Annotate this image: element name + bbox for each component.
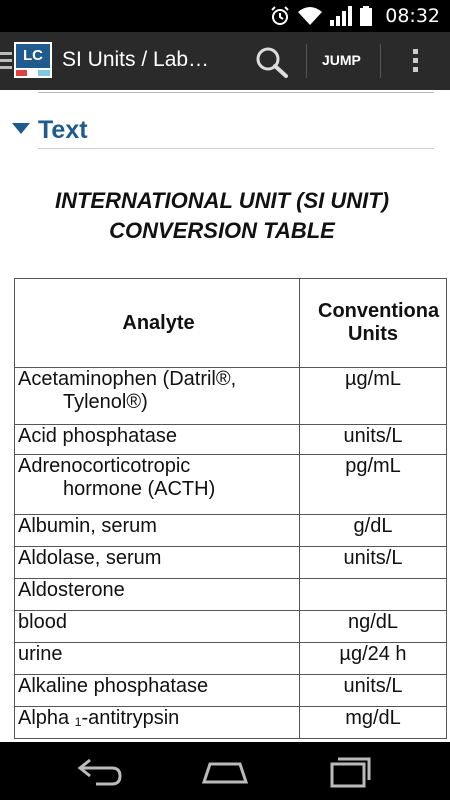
action-bar xyxy=(0,32,450,90)
home-icon[interactable] xyxy=(200,754,250,788)
app-title: SI Units / Lab… xyxy=(62,48,210,71)
drawer-icon[interactable] xyxy=(0,52,12,72)
units-cell: µg/24 h xyxy=(300,643,447,675)
analyte-cell: Aldosterone xyxy=(15,579,300,611)
table-row xyxy=(15,515,447,547)
document-title xyxy=(0,186,444,246)
alarm-icon xyxy=(270,6,290,26)
header-units xyxy=(300,279,447,368)
units-cell: ng/dL xyxy=(300,611,447,643)
actionbar-divider xyxy=(380,44,381,78)
units-cell: µg/mL xyxy=(300,368,447,425)
units-cell: pg/mL xyxy=(300,455,447,515)
status-icons xyxy=(270,6,372,26)
search-icon[interactable] xyxy=(254,46,290,78)
units-cell: g/dL xyxy=(300,515,447,547)
actionbar-divider xyxy=(306,44,307,78)
analyte-name-cont: hormone (ACTH) xyxy=(63,478,216,500)
wifi-icon xyxy=(298,6,322,26)
recent-apps-icon[interactable] xyxy=(328,754,372,788)
overflow-menu-icon[interactable] xyxy=(408,46,422,76)
table-row xyxy=(15,643,447,675)
table-row xyxy=(15,675,447,707)
document-title-line: CONVERSION TABLE xyxy=(109,218,335,243)
app-logo-text: LC xyxy=(16,44,50,68)
analyte-cell xyxy=(15,455,300,515)
app-logo[interactable] xyxy=(14,42,52,78)
document-title-line: INTERNATIONAL UNIT (SI UNIT) xyxy=(54,188,390,213)
units-cell: units/L xyxy=(300,547,447,579)
table-row xyxy=(15,579,447,611)
analyte-cell xyxy=(15,368,300,425)
analyte-name: Acetaminophen (Datril®, xyxy=(18,368,237,390)
analyte-cell: Albumin, serum xyxy=(15,515,300,547)
jump-button[interactable]: JUMP xyxy=(322,52,361,68)
units-cell: units/L xyxy=(300,675,447,707)
table-header-row xyxy=(15,279,447,368)
divider xyxy=(38,148,434,149)
status-bar xyxy=(0,0,450,32)
table-row xyxy=(15,455,447,515)
header-units-line: Units xyxy=(348,323,398,345)
signal-icon xyxy=(330,6,352,26)
units-cell xyxy=(300,579,447,611)
battery-icon xyxy=(360,6,372,26)
back-icon[interactable] xyxy=(76,754,124,788)
table-row xyxy=(15,425,447,455)
table-row xyxy=(15,368,447,425)
analyte-cell: urine xyxy=(15,643,300,675)
header-analyte: Analyte xyxy=(15,279,300,368)
section-title: Text xyxy=(38,116,88,144)
status-time: 08:32 xyxy=(385,5,440,27)
header-units-line: Conventiona xyxy=(318,300,440,322)
analyte-name: Adrenocorticotropic xyxy=(18,455,191,477)
analyte-cell: Alpha ₁-antitrypsin xyxy=(15,707,300,739)
navigation-bar xyxy=(0,742,450,800)
table-row xyxy=(15,547,447,579)
analyte-name-cont: Tylenol®) xyxy=(63,391,148,413)
units-cell: units/L xyxy=(300,425,447,455)
analyte-cell: Acid phosphatase xyxy=(15,425,300,455)
analyte-cell: Aldolase, serum xyxy=(15,547,300,579)
divider xyxy=(38,92,434,93)
table-row xyxy=(15,707,447,739)
table-row xyxy=(15,611,447,643)
content-area[interactable] xyxy=(0,90,450,742)
units-cell: mg/dL xyxy=(300,707,447,739)
collapse-triangle-icon[interactable] xyxy=(12,123,30,137)
analyte-cell: blood xyxy=(15,611,300,643)
conversion-table xyxy=(14,278,447,739)
analyte-cell: Alkaline phosphatase xyxy=(15,675,300,707)
